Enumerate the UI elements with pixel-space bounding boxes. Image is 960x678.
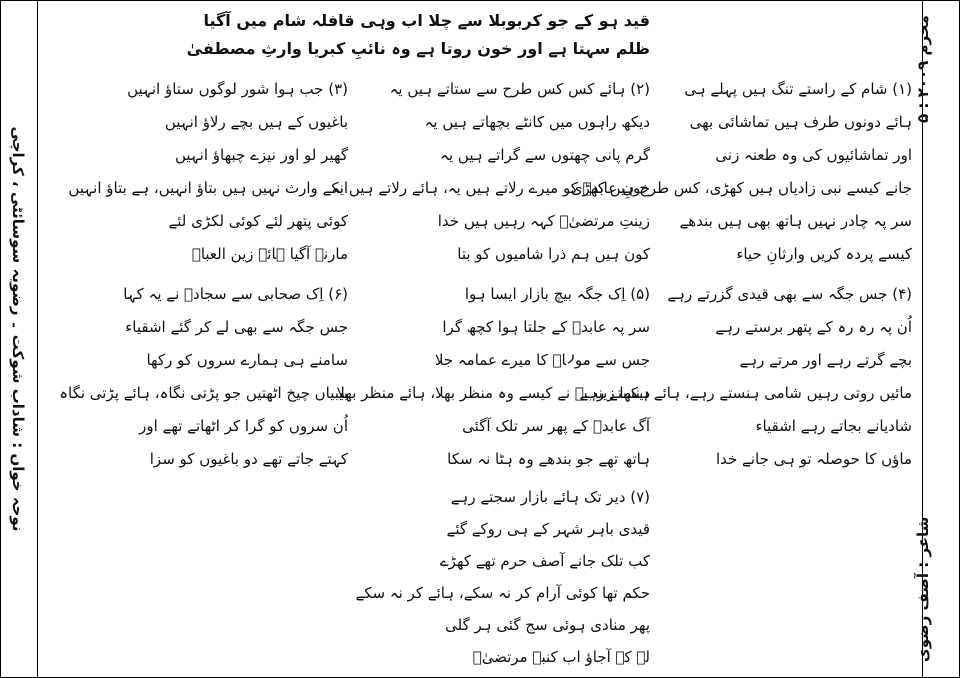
verse-line: اُن سروں کو گرا کر اٹھاتے تھے اور [139,417,348,435]
recitation-date: ۵ : محرم ۲۰۰۹ [914,15,932,123]
verse-line: (۴) جس جگہ سے بھی قیدی گزرتے رہے [667,285,912,303]
header-line-1: قید ہو کے جو کربوبلا سے چلا اب وہی قافلہ شام میں آگیا [203,11,650,30]
verse-line: مارنے آگیا ہائے زین العباؑ [191,245,348,263]
verse-line: کوئی پتھر لئے کوئی لکڑی لئے [168,212,348,230]
verse-line: گرم پانی چھتوں سے گراتے ہیں یہ [440,146,650,164]
verse-line: کب تلک جانے آصف حرم تھے کھڑے [439,552,650,570]
verse-line: کون ہیں ہم ذرا شامیوں کو بتا [457,245,650,263]
verse-line: (۷) دیر تک ہائے بازار سجتے رہے [450,488,650,506]
verse-line: مائیں روتی رہیں شامی ہنستے رہے، ہائے ہنستے رہے [579,384,912,402]
verse-line: خونِ عابدؑ کو میرے رلاتے ہیں یہ، ہائے رلاتے ہیں یہ [331,179,650,197]
verse-line: اور تماشائیوں کی وہ طعنہ زنی [715,146,912,164]
verse-line: اُن پہ رہ رہ کے پتھر برستے رہے [715,318,912,336]
verse-line: ہاتھ تھے جو بندھے وہ ہٹا نہ سکا [447,450,650,468]
verse-line: جانے کیسے نبی زادیاں ہیں کھڑی، کس طرح ہیں کھڑی [570,179,912,197]
verse-line: حکم تھا کوئی آرام کر نہ سکے، ہائے کر نہ سکے [355,584,650,602]
verse-line: کیسے پردہ کریں وارثانِ حیاء [736,245,912,263]
verse-line: سر پہ چادر نہیں ہاتھ بھی ہیں بندھے [679,212,912,230]
verse-line: سر پہ عابدؑ کے جلتا ہوا کچھ گرا [442,318,650,336]
poet-name: شاعر : آصف رضوی [914,516,932,662]
verse-line: گھیر لو اور نیزے چبھاؤ انہیں [174,146,348,164]
verse-line: باغیوں کے ہیں بچے رلاؤ انہیں [164,113,348,131]
verse-line: (۵) اِک جگہ بیچ بازار ایسا ہوا [464,285,650,303]
verse-line: دیکھا زینبؑ نے کیسے وہ منظر بھلا، ہائے منظر بھلا [336,384,650,402]
verse-line: آگ عابدؑ کے پھر سر تلک آگئی [462,417,650,435]
verse-line: جس سے مولاؑ کا میرے عمامہ جلا [434,351,650,369]
verse-line: سامنے ہی ہمارے سروں کو رکھا [146,351,348,369]
verse-line: بیبیاں چیخ اٹھتیں جو پڑتی نگاہ، ہائے پڑتی نگاہ [59,384,348,402]
header-line-2: ظلم سہتا ہے اور خون روتا ہے وہ نائبِ کبریا وارثِ مصطفیٰ [186,39,650,58]
verse-line: کہتے جاتے تھے دو باغیوں کو سزا [149,450,348,468]
verse-line: ہائے دونوں طرف ہیں تماشائی بھی [689,113,912,131]
verse-line: (۲) ہائے کس کس طرح سے ستاتے ہیں یہ [389,80,650,98]
verse-line: انکے وارث نہیں ہیں بتاؤ انہیں، ہے بتاؤ انہیں [68,179,348,197]
verse-line: (۶) اِک صحابی سے سجادؑ نے یہ کہا [123,285,348,303]
verse-line: جس جگہ سے بھی لے کر گئے اشقیاء [125,318,348,336]
verse-line: بچے گرتے رہے اور مرتے رہے [739,351,912,369]
left-margin-divider [37,0,38,678]
verse-line: (۳) جب ہوا شور لوگوں ستاؤ انہیں [127,80,348,98]
verse-line: دیکھ راہوں میں کانٹے بچھاتے ہیں یہ [424,113,650,131]
verse-line: ماؤں کا حوصلہ تو ہی جانے خدا [715,450,912,468]
verse-line: پھر منادی ہوئی سج گئی ہر گلی [445,616,650,634]
verse-line: قیدی باہر شہر کے ہی روکے گئے [446,520,650,538]
reciter-credit: نوحہ خواں : شاداب شوکت ۔ رضویہ سوسائٹی ، کراچی [9,126,27,532]
verse-line: زینتِ مرتضیٰؑ کہہ رہیں ہیں خدا [437,212,650,230]
verse-line: لے کے آجاؤ اب کنبۂ مرتضیٰؑ [472,648,650,666]
verse-line: (۱) شام کے راستے تنگ ہیں پہلے ہی [684,80,912,98]
verse-line: شادیانے بجاتے رہے اشقیاء [755,417,912,435]
